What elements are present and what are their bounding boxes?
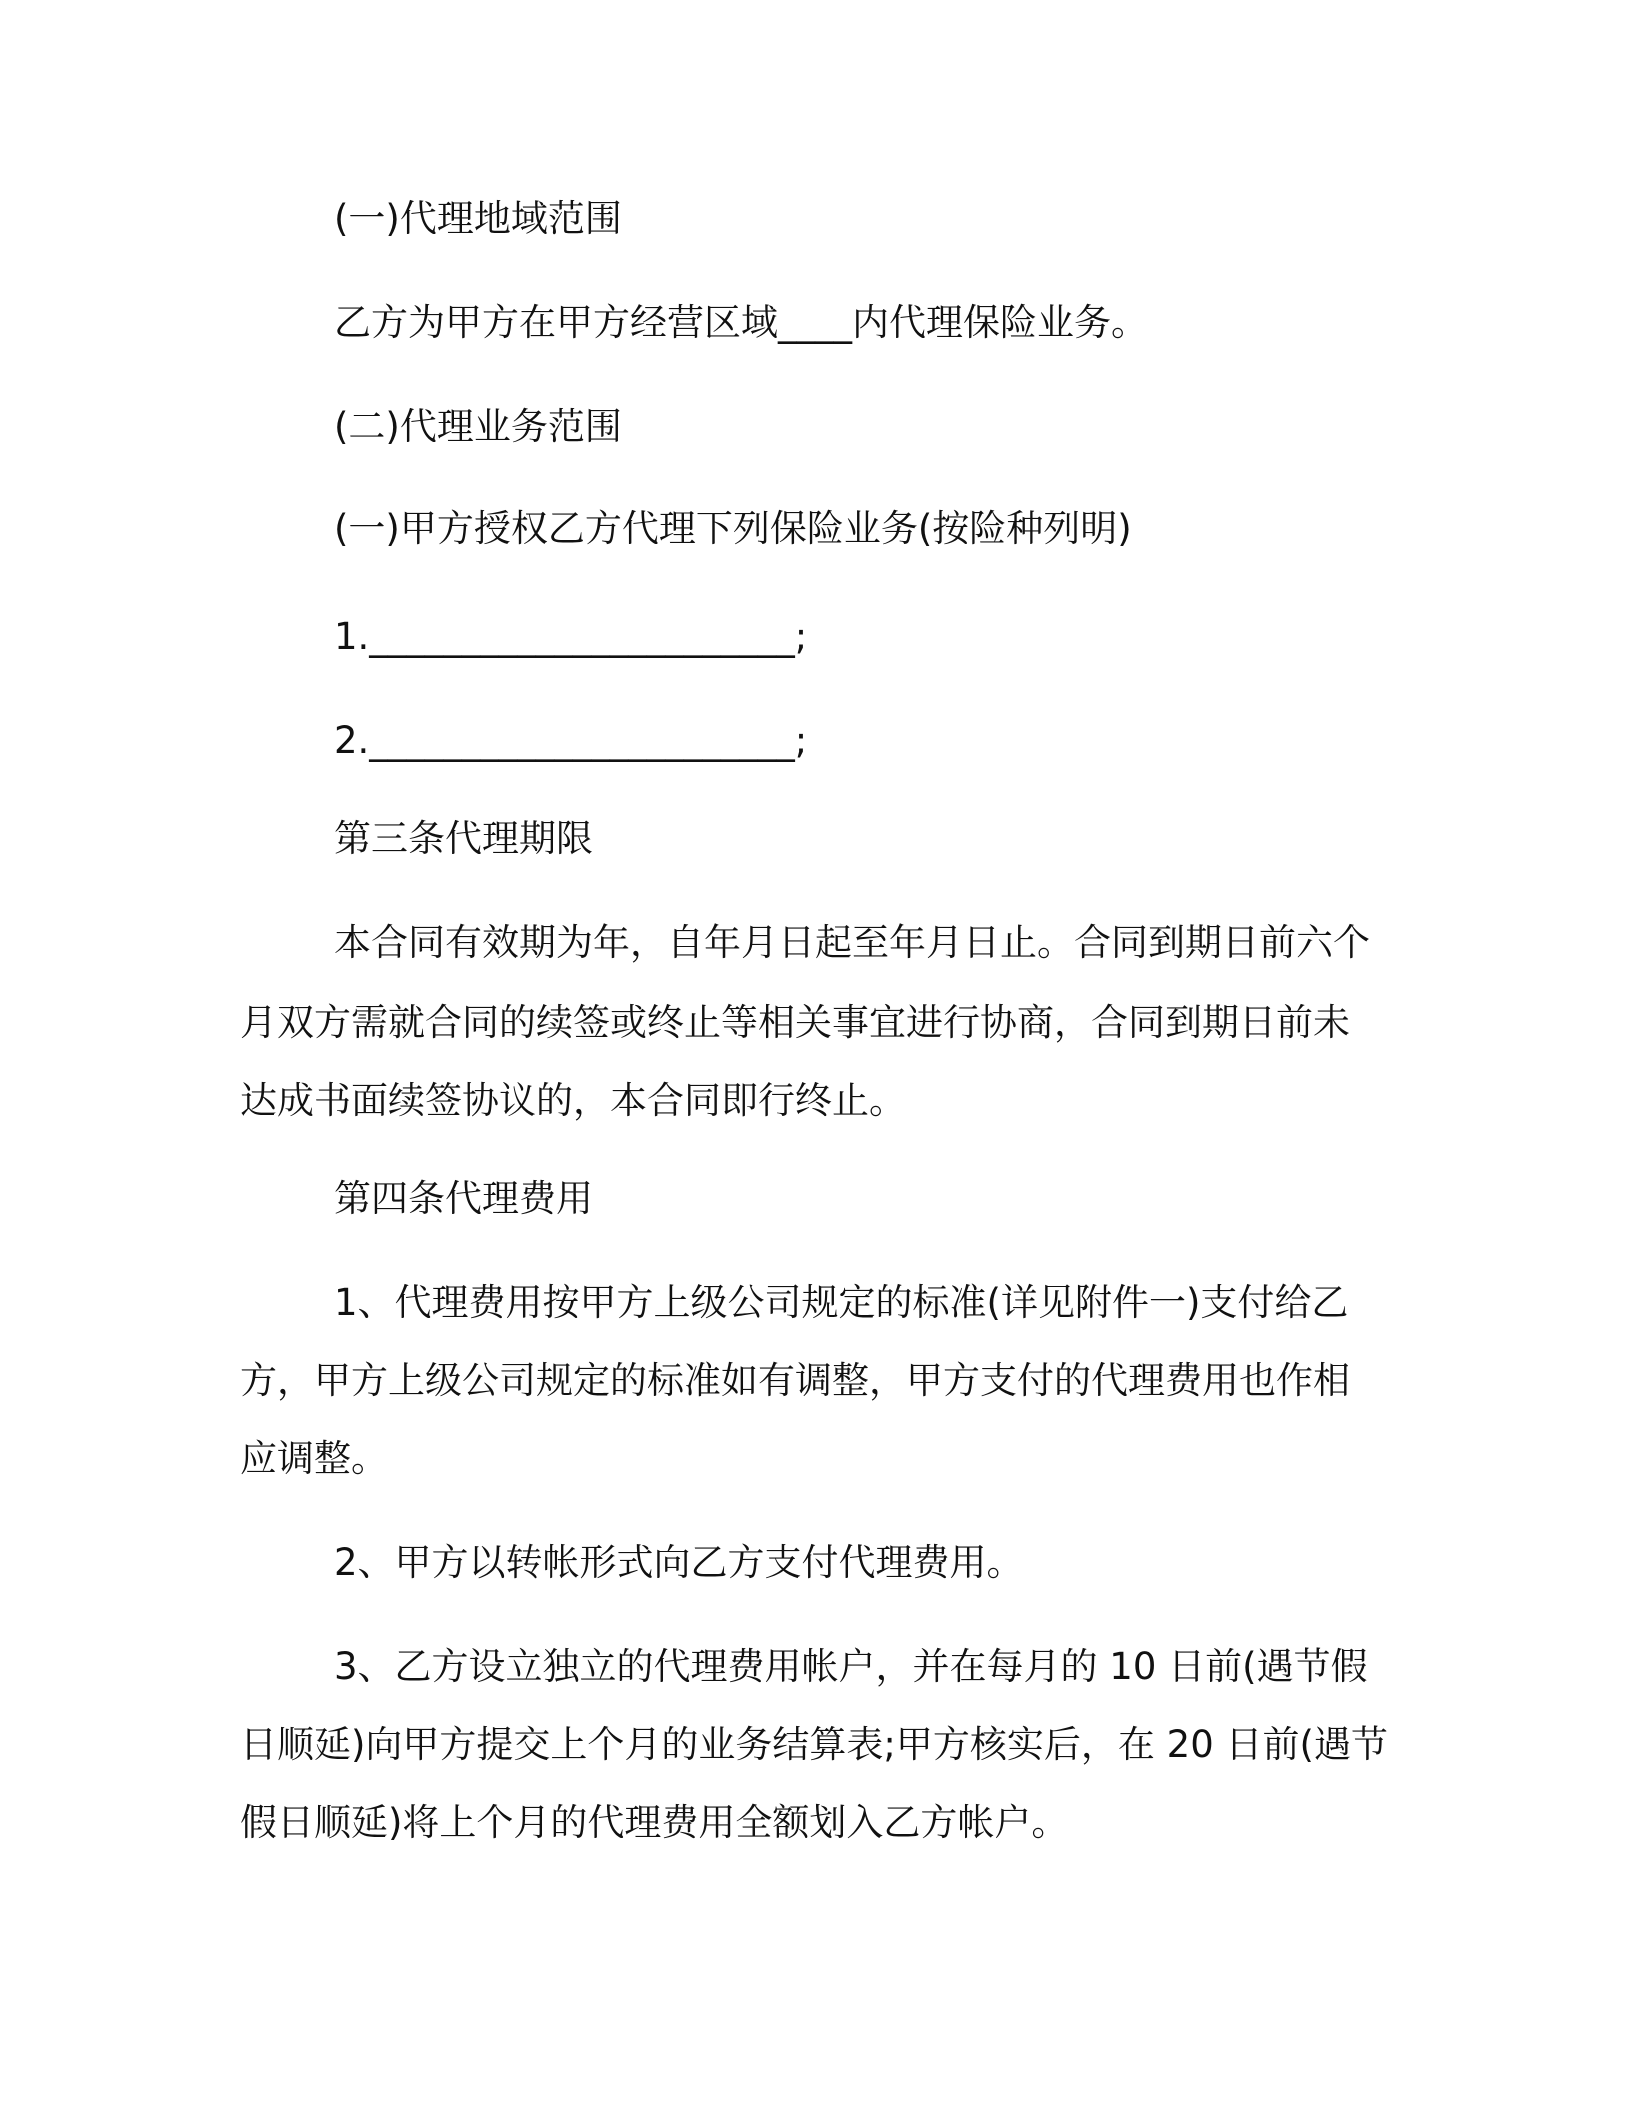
paragraph-territory: 乙方为甲方在甲方经营区域____内代理保险业务。: [334, 301, 1148, 344]
article-heading-term: 第三条代理期限: [334, 817, 593, 860]
paragraph-fees-1-line-1: 1、代理费用按甲方上级公司规定的标准(详见附件一)支付给乙: [334, 1281, 1349, 1324]
paragraph-fees-1-line-2: 方，甲方上级公司规定的标准如有调整，甲方支付的代理费用也作相: [240, 1359, 1350, 1402]
paragraph-business-scope: (一)甲方授权乙方代理下列保险业务(按险种列明): [334, 507, 1132, 550]
article-heading-fees: 第四条代理费用: [334, 1177, 593, 1220]
section-heading-territory: (一)代理地域范围: [334, 197, 622, 240]
paragraph-term-line-3: 达成书面续签协议的，本合同即行终止。: [240, 1079, 906, 1122]
paragraph-term-line-2: 月双方需就合同的续签或终止等相关事宜进行协商，合同到期日前未: [240, 1001, 1350, 1044]
paragraph-fees-3-line-1: 3、乙方设立独立的代理费用帐户，并在每月的 10 日前(遇节假: [334, 1645, 1368, 1688]
paragraph-fees-3-line-3: 假日顺延)将上个月的代理费用全额划入乙方帐户。: [240, 1801, 1069, 1844]
list-item-2: 2._______________________;: [334, 719, 808, 762]
paragraph-fees-3-line-2: 日顺延)向甲方提交上个月的业务结算表;甲方核实后，在 20 日前(遇节: [240, 1723, 1388, 1766]
paragraph-fees-2: 2、甲方以转帐形式向乙方支付代理费用。: [334, 1541, 1024, 1584]
list-item-1: 1._______________________;: [334, 615, 808, 658]
section-heading-business-scope: (二)代理业务范围: [334, 405, 622, 448]
paragraph-fees-1-line-3: 应调整。: [240, 1437, 388, 1480]
paragraph-term-line-1: 本合同有效期为年，自年月日起至年月日止。合同到期日前六个: [334, 921, 1370, 964]
